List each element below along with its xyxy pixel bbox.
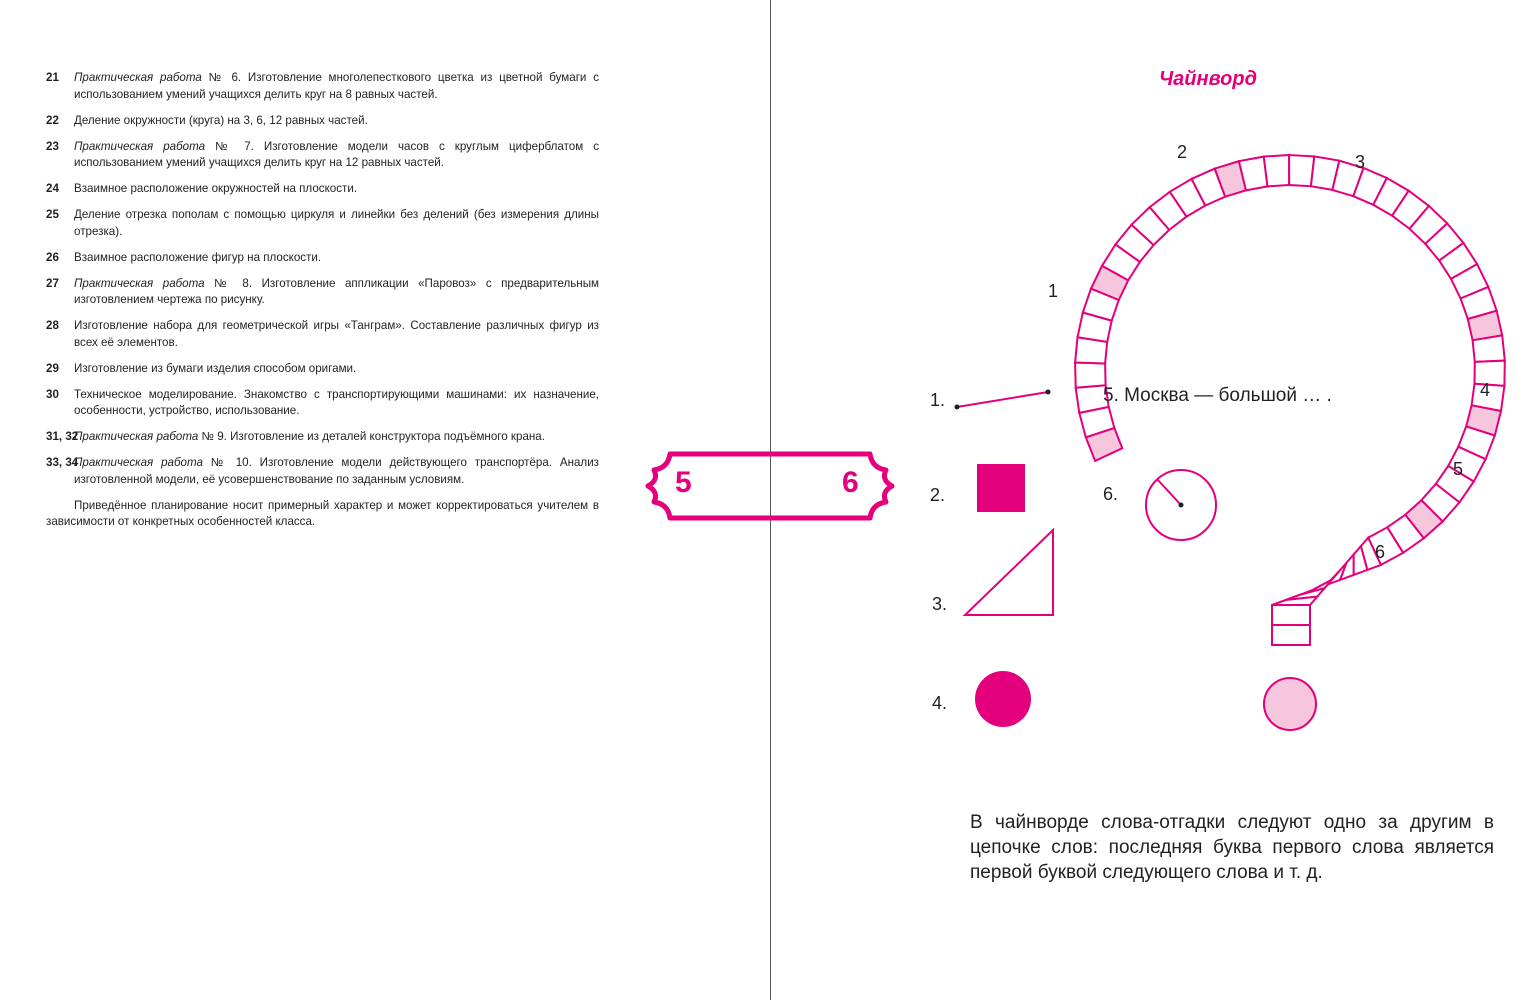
clue-6-label: 6. xyxy=(1103,484,1119,504)
lesson-number: 33, 34 xyxy=(46,456,79,469)
lesson-text: Практическая работа № 10. Изготовление модели действующего транспортёра. Анализ изготовленной модели, её усовершенствование по заданным условиям. xyxy=(74,456,599,486)
lesson-number: 21 xyxy=(46,71,59,84)
slot-number-5: 5 xyxy=(1453,459,1464,479)
lesson-number: 25 xyxy=(46,208,59,221)
planning-note: Приведённое планирование носит примерный характер и может корректироваться учителем в зависимости от конкретных особенностей класса. xyxy=(46,498,599,528)
lesson-text: Техническое моделирование. Знакомство с транспортирующими машинами: их назначение, особенности, устройство, использование. xyxy=(74,387,599,417)
slot-number-3: 3 xyxy=(1355,152,1366,172)
lesson-text: Практическая работа № 8. Изготовление аппликации «Паровоз» с предварительным изготовлением чертежа по рисунку. xyxy=(74,276,599,306)
page-number-right: 6 xyxy=(842,466,859,499)
chain-cell xyxy=(1272,625,1310,645)
page-number-left: 5 xyxy=(675,466,692,499)
slot-number-4: 4 xyxy=(1480,380,1491,400)
lesson-text: Изготовление набора для геометрической игры «Танграм». Составление различных фигур из всех её элементов. xyxy=(74,319,599,349)
lesson-text: Практическая работа № 6. Изготовление многолепесткового цветка из цветной бумаги с использованием умений учащихся делить круг на 8 равных частей. xyxy=(74,71,599,101)
chain-cell xyxy=(1272,605,1310,625)
filled-circle-figure xyxy=(975,671,1031,727)
chain-cell xyxy=(1075,363,1106,388)
slot-number-6: 6 xyxy=(1375,542,1386,562)
clue-1-label: 1. xyxy=(930,390,946,410)
lesson-number: 29 xyxy=(46,361,59,375)
right-triangle-figure xyxy=(965,530,1053,615)
circle-radius-figure xyxy=(1146,470,1216,540)
clue-5-label: 5. Москва — большой … . xyxy=(1103,385,1332,406)
lesson-text: Взаимное расположение фигур на плоскости. xyxy=(74,250,322,264)
lesson-text: Практическая работа № 9. Изготовление из деталей конструктора подъёмного крана. xyxy=(74,430,545,443)
lesson-text: Деление окружности (круга) на 3, 6, 12 равных частей. xyxy=(74,113,368,127)
lesson-number: 28 xyxy=(46,319,59,332)
puzzle-title: Чайнворд xyxy=(1159,68,1257,90)
lesson-text: Изготовление из бумаги изделия способом оригами. xyxy=(74,361,357,375)
clue-3-label: 3. xyxy=(932,594,948,614)
lesson-text: Взаимное расположение окружностей на плоскости. xyxy=(74,182,358,195)
clue-4-label: 4. xyxy=(932,693,948,713)
question-mark-dot xyxy=(1264,678,1316,730)
slot-number-2: 2 xyxy=(1177,142,1188,162)
lesson-number: 23 xyxy=(46,139,59,153)
lesson-text: Деление отрезка пополам с помощью циркуля и линейки без делений (без измерения длины отрезка). xyxy=(74,208,599,238)
clue-2-label: 2. xyxy=(930,485,946,505)
chain-cell xyxy=(1473,335,1505,362)
chain-cell xyxy=(1264,155,1289,186)
lesson-number: 31, 32 xyxy=(46,430,79,443)
slot-number-1: 1 xyxy=(1048,281,1059,301)
segment-figure xyxy=(955,390,1051,410)
lesson-number: 24 xyxy=(46,182,59,195)
lesson-number: 22 xyxy=(46,113,59,127)
lesson-number: 26 xyxy=(46,250,59,264)
filled-square-figure xyxy=(977,464,1025,512)
lesson-text: Практическая работа № 7. Изготовление модели часов с круглым циферблатом с использованием умений учащихся делить круг на 12 равных частей. xyxy=(74,139,599,169)
lesson-number: 30 xyxy=(46,387,59,401)
puzzle-rules: В чайнворде слова-отгадки следуют одно за другим в цепочке слов: последняя буква первого слова является первой буквой следующего слова и т. д. xyxy=(970,812,1494,883)
lesson-number: 27 xyxy=(46,276,59,290)
